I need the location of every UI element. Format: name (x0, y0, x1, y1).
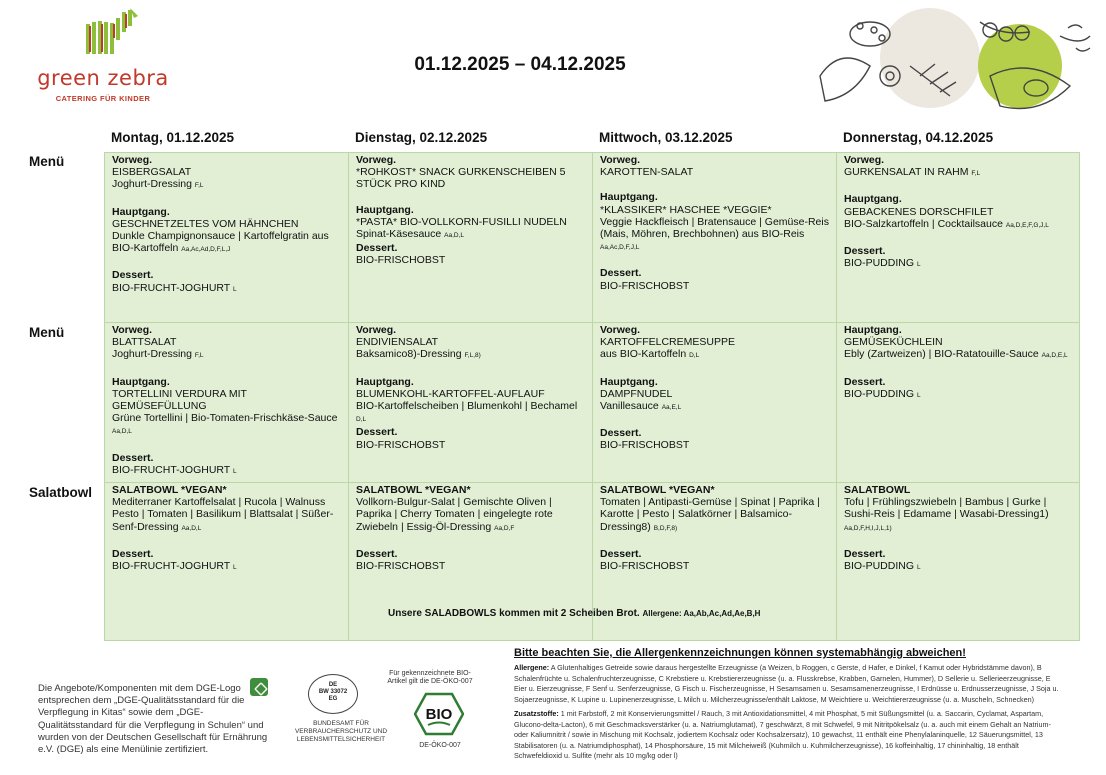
day-header-row (22, 124, 1080, 152)
main-side: BIO-Salzkartoffeln | Cocktailsauce Aa,D,E,F,G,J,L (844, 217, 1049, 230)
allergen-codes: Aa,D,F (494, 524, 515, 532)
bio-note: Für gekennzeichnete BIO-Artikel gilt die DE-ÖKO-007 (387, 670, 473, 685)
salad-ingredients: Tomaten | Antipasti-Gemüse | Spinat | Paprika | Karotte | Pesto | Salatkörner | Balsamico-Dressing8) B,D,F,8) (600, 496, 820, 533)
starter-label: Vorweg. (600, 324, 641, 336)
day-header-wednesday: Mittwoch, 03.12.2025 (599, 130, 733, 145)
day-header-monday: Montag, 01.12.2025 (111, 130, 235, 145)
allergen-codes: Aa,E,L (661, 404, 682, 412)
dessert-label: Dessert. (844, 375, 886, 388)
dessert-label: Dessert. (600, 267, 642, 280)
starter-dish: BLATTSALAT (112, 336, 177, 349)
allergen-codes: Aa,D,F,H,I,J,L,1) (844, 524, 892, 532)
row-label-salatbowl: Salatbowl (29, 485, 93, 500)
dessert-label: Dessert. (112, 547, 154, 560)
menu-cell-wed-1 (592, 152, 837, 323)
allergen-codes: L (232, 564, 237, 572)
dge-certification-text: Die Angebote/Komponenten mit dem DGE-Logo entsprechen dem „DGE-Qualitätsstandard für die Verpflegung in Kitas“ sowie dem „DGE-Qualitätsstandard für die Verpflegung in Schulen“ und wurden von der Deutschen Gesellschaft für Ernährung e.V. (DGE) als eine Menülinie zertifiziert. (38, 683, 268, 756)
brand-tagline: CATERING FÜR KINDER (55, 94, 151, 103)
main-label: Hauptgang. (844, 193, 902, 206)
menu-table (22, 124, 1080, 641)
starter-label: Vorweg. (844, 154, 885, 166)
salad-bread-note: Unsere SALADBOWLS kommen mit 2 Scheiben Brot. Allergene: Aa,Ab,Ac,Ad,Ae,B,H (388, 608, 761, 619)
main-side: Grüne Tortellini | Bio-Tomaten-Frischkäse-Sauce Aa,D,L (112, 412, 338, 436)
salad-ingredients: Tofu | Frühlingszwiebeln | Bambus | Gurke | Sushi-Reis | Edamame | Wasabi-Dressing1) Aa,D,F,H,I,J,L,1) (844, 496, 1049, 532)
dessert-dish: BIO-FRUCHT-JOGHURT L (112, 560, 237, 573)
main-side: Ebly (Zartweizen) | BIO-Ratatouille-Sauce Aa,D,E,L (844, 348, 1068, 361)
menu-cell-tue-2 (348, 322, 593, 483)
menu-cell-thu-3 (836, 482, 1080, 641)
allergen-legend-body: A Glutenhaltiges Getreide sowie daraus hergestellte Erzeugnisse (a Weizen, b Roggen, c Gerste, d Hafer, e Dinkel, f Kamut oder Hybridstämme davon), B Schalenfrüchte u. Schalenfruchterzeugnisse, C Krebstiere u. Krebstiererzeugnisse (u. a. Flusskrebse, Krabben, Garnelen, Hummer), D Sellerie u. Sellerieerzeugnisse, E Eier u. Eierzeugnisse, F Senf u. Senferzeugnisse, G Fisch u. Fischerzeugnisse, H Sesamsamen u. Sesamsamenerzeugnisse, I Erdnüsse u. Erdnusserzeugnisse, J Soja u. Sojaerzeugnisse, K Lupine u. Lupinenerzeugnisse, L Milch u. Milcherzeugnisse/enthält Laktose, M Weichtiere u. Weichtiererzeugnisse (u. a. Muscheln, Schnecken) (514, 663, 1059, 704)
dessert-label: Dessert. (356, 242, 398, 255)
bio-code: DE-ÖKO-007 (419, 742, 461, 749)
menu-cell-mon-2 (104, 322, 349, 483)
day-header-thursday: Donnerstag, 04.12.2025 (843, 130, 994, 145)
allergen-codes: F,L (194, 182, 204, 190)
row-label-menu-1: Menü (29, 154, 65, 169)
salad-title: SALATBOWL *VEGAN* (356, 484, 471, 496)
allergen-codes: Aa,D,L (444, 232, 465, 240)
brand-logo (36, 6, 176, 106)
dessert-label: Dessert. (600, 427, 642, 440)
allergen-codes: F,L,8) (464, 352, 481, 360)
allergen-codes: L (916, 564, 921, 572)
dessert-label: Dessert. (356, 426, 398, 439)
main-dish: GEBACKENES DORSCHFILET (844, 205, 994, 218)
starter-label: Vorweg. (356, 324, 397, 336)
dessert-label: Dessert. (112, 451, 154, 464)
starter-side: Joghurt-Dressing F,L (112, 348, 204, 361)
main-dish: TORTELLINI VERDURA MIT GEMÜSEFÜLLUNG (112, 387, 247, 413)
eu-seal-icon: DE BW 33072 EG (308, 674, 358, 714)
main-label: Hauptgang. (356, 203, 414, 216)
dessert-label: Dessert. (844, 547, 886, 560)
main-label: Hauptgang. (844, 324, 902, 336)
dge-logo-icon (250, 678, 268, 696)
main-label: Hauptgang. (600, 191, 658, 204)
main-dish: *KLASSIKER* HASCHEE *VEGGIE* (600, 203, 772, 216)
salad-title: SALATBOWL (844, 484, 911, 496)
allergen-codes: L (232, 285, 237, 293)
vegetables-illustration (800, 6, 1100, 118)
page-title: 01.12.2025 – 04.12.2025 (414, 54, 626, 75)
dessert-label: Dessert. (600, 547, 642, 560)
dessert-dish: BIO-PUDDING L (844, 257, 921, 270)
allergen-codes: Aa,Ac,D,F,J,L (600, 244, 640, 252)
main-dish: GESCHNETZELTES VOM HÄHNCHEN (112, 217, 299, 230)
main-dish: GEMÜSEKÜCHLEIN (844, 336, 943, 349)
starter-label: Vorweg. (356, 154, 397, 166)
starter-side: aus BIO-Kartoffeln D,L (600, 348, 700, 361)
seal-authority-text: BUNDESAMT FÜR VERBRAUCHERSCHUTZ UND LEBENSMITTELSICHERHEIT (294, 720, 388, 743)
allergen-codes: D,L (689, 352, 700, 360)
day-header-tuesday: Dienstag, 02.12.2025 (355, 130, 488, 145)
main-dish: BLUMENKOHL-KARTOFFEL-AUFLAUF (356, 387, 545, 400)
dessert-dish: BIO-FRISCHOBST (356, 254, 446, 267)
allergen-codes: F,L (971, 170, 981, 178)
allergen-codes: D,L (356, 416, 367, 424)
bio-seal-icon (414, 692, 464, 736)
salad-note-allergens: Allergene: Aa,Ab,Ac,Ad,Ae,B,H (642, 609, 761, 618)
menu-cell-mon-3 (104, 482, 349, 641)
allergen-codes: Aa,D,L (112, 428, 132, 436)
dessert-dish: BIO-FRISCHOBST (600, 279, 690, 292)
additive-legend-body: 1 mit Farbstoff, 2 mit Konservierungsmittel / Rauch, 3 mit Antioxidationsmittel, 4 mit Phosphat, 5 mit Süßungsmittel (u. a. Saccarin, Cyclamat, Aspartam, Glucono-delta-Lacton), 6 mit Geschmacksverstärker (u. a. Natriumglutamat), 7 geschwärzt, 8 mit Schwefel, 9 mit Nitritpökelsalz (u. a. auch mit einem Gehalt an Natrium- oder Kaliumnitrit / sowie in Mischung mit Kochsalz, jodiertem Kochsalz oder Kochsalzersatz), 10 gewachst, 11 enthält eine Phenylalaninquelle, 12 Säuerungsmittel, 13 Stabilisatoren (u. a. Natriumdiphosphat), 14 Phosphorsäure, 15 mit Milcheiweiß (Kuhmilch u. Kuhmilcherzeugnisse), 16 koffeinhaltig, 17 chininhaltig, 18 enthält Schwefeldioxid u. Sulfite (mehr als 10 mg/kg oder l) (514, 709, 1051, 760)
svg-text:BIO: BIO (425, 706, 453, 723)
starter-dish: KARTOFFELCREMESUPPE (600, 336, 735, 349)
allergen-codes: Aa,D,E,F,G,J,L (1005, 221, 1049, 229)
dessert-dish: BIO-FRISCHOBST (600, 439, 690, 452)
starter-side: Joghurt-Dressing F,L (112, 178, 204, 191)
menu-cell-tue-1 (348, 152, 593, 323)
starter-label: Vorweg. (600, 154, 641, 166)
allergen-codes: Aa,D,L (181, 524, 202, 532)
allergen-codes: L (916, 261, 921, 269)
zebra-icon (72, 6, 142, 62)
main-side: Dunkle Champignonsauce | Kartoffelgratin aus BIO-Kartoffeln Aa,Ac,Ad,D,F,L,J (112, 230, 329, 255)
main-label: Hauptgang. (356, 375, 414, 388)
starter-dish: GURKENSALAT IN RAHM F,L (844, 166, 981, 179)
allergen-warning: Bitte beachten Sie, die Allergenkennzeichnungen können systemabhängig abweichen! (514, 647, 966, 659)
main-label: Hauptgang. (112, 375, 170, 388)
dessert-dish: BIO-FRISCHOBST (356, 438, 446, 451)
starter-dish: ENDIVIENSALAT (356, 336, 439, 349)
salad-ingredients: Mediterraner Kartoffelsalat | Rucola | Walnuss Pesto | Tomaten | Basilikum | Blattsalat | Süßer-Senf-Dressing Aa,D,L (112, 496, 334, 533)
row-label-menu-2: Menü (29, 325, 65, 340)
allergen-codes: L (916, 391, 921, 399)
dessert-label: Dessert. (844, 245, 886, 258)
main-side: Vanillesauce Aa,E,L (600, 400, 682, 413)
allergen-codes: F,L (194, 352, 204, 360)
main-side: Veggie Hackfleisch | Bratensauce | Gemüse-Reis (Mais, Möhren, Brechbohnen) aus BIO-Reis Aa,Ac,D,F,J,L (600, 215, 829, 252)
brand-name: green zebra (37, 66, 169, 90)
dessert-dish: BIO-FRISCHOBST (600, 560, 690, 573)
main-label: Hauptgang. (112, 205, 170, 218)
dessert-dish: BIO-PUDDING L (844, 387, 921, 400)
starter-dish: EISBERGSALAT (112, 166, 192, 179)
menu-cell-thu-1 (836, 152, 1080, 323)
menu-cell-thu-2 (836, 322, 1080, 483)
dessert-dish: BIO-PUDDING L (844, 560, 921, 573)
main-dish: DAMPFNUDEL (600, 387, 673, 400)
salad-ingredients: Vollkorn-Bulgur-Salat | Gemischte Oliven | Paprika | Cherry Tomaten | eingelegte rote Zwiebeln | Essig-Öl-Dressing Aa,D,F (356, 496, 553, 533)
allergen-codes: Aa,Ac,Ad,D,F,L,J (181, 246, 231, 254)
salad-title: SALATBOWL *VEGAN* (112, 484, 227, 496)
allergen-legend: Allergene: A Glutenhaltiges Getreide sowie daraus hergestellte Erzeugnisse (a Weizen, b Roggen, c Gerste, d Hafer, e Dinkel, f Kamut oder Hybridstämme davon), B Schalenfrüchte u. Schalenfruchterzeugnisse, C Krebstiere u. Krebstiererzeugnisse (u. a. Flusskrebse, Krabben, Garnelen, Hummer), D Sellerie u. Sellerieerzeugnisse, E Eier u. Eierzeugnisse, F Senf u. Senferzeugnisse, G Fisch u. Fischerzeugnisse, H Sesamsamen u. Sesamsamenerzeugnisse, I Erdnüsse u. Erdnusserzeugnisse, J Soja u. Sojaerzeugnisse, K Lupine u. Lupinenerzeugnisse, L Milch u. Milcherzeugnisse/enthält Laktose, M Weichtiere u. Weichtiererzeugnisse (u. a. Muscheln, Schnecken) Zusatzstoffe: 1 mit Farbstoff, 2 mit Konservierungsmittel / Rauch, 3 mit Antioxidationsmittel, 4 mit Phosphat, 5 mit Süßungsmittel (u. a. Saccarin, Cyclamat, Aspartam, Glucono-delta-Lacton), 6 mit Geschmacksverstärker (u. a. Natriumglutamat), 7 geschwärzt, 8 mit Schwefel, 9 mit Nitritpökelsalz (u. a. auch mit einem Gehalt an Natrium- oder Kaliumnitrit / sowie in Mischung mit Kochsalz, jodiertem Kochsalz oder Kochsalzersatz), 10 gewachst, 11 enthält eine Phenylalaninquelle, 12 Säuerungsmittel, 13 Stabilisatoren (u. a. Natriumdiphosphat), 14 Phosphorsäure, 15 mit Milcheiweiß (Kuhmilch u. Kuhmilcherzeugnisse), 16 koffeinhaltig, 17 chininhaltig, 18 enthält Schwefeldioxid u. Sulfite (mehr als 10 mg/kg oder l) (514, 663, 1059, 760)
main-dish: *PASTA* BIO-VOLLKORN-FUSILLI NUDELN (356, 215, 567, 228)
main-side: BIO-Kartoffelscheiben | Blumenkohl | Bechamel D,L (356, 400, 578, 424)
salad-title: SALATBOWL *VEGAN* (600, 484, 715, 496)
starter-label: Vorweg. (112, 154, 153, 166)
menu-cell-wed-2 (592, 322, 837, 483)
starter-dish: *ROHKOST* SNACK GURKENSCHEIBEN 5 STÜCK PRO KIND (356, 166, 566, 191)
starter-label: Vorweg. (112, 324, 153, 336)
dessert-label: Dessert. (112, 269, 154, 282)
main-side: Spinat-Käsesauce Aa,D,L (356, 228, 465, 241)
menu-cell-mon-1 (104, 152, 349, 323)
starter-side: Baksamico8)-Dressing F,L,8) (356, 348, 481, 361)
starter-dish: KAROTTEN-SALAT (600, 166, 694, 179)
allergen-codes: Aa,D,E,L (1041, 352, 1068, 360)
allergen-codes: L (232, 467, 237, 475)
dessert-dish: BIO-FRUCHT-JOGHURT L (112, 281, 237, 294)
dessert-dish: BIO-FRUCHT-JOGHURT L (112, 463, 237, 476)
allergen-codes: B,D,F,8) (653, 524, 678, 532)
dessert-dish: BIO-FRISCHOBST (356, 560, 446, 573)
main-label: Hauptgang. (600, 375, 658, 388)
dessert-label: Dessert. (356, 547, 398, 560)
